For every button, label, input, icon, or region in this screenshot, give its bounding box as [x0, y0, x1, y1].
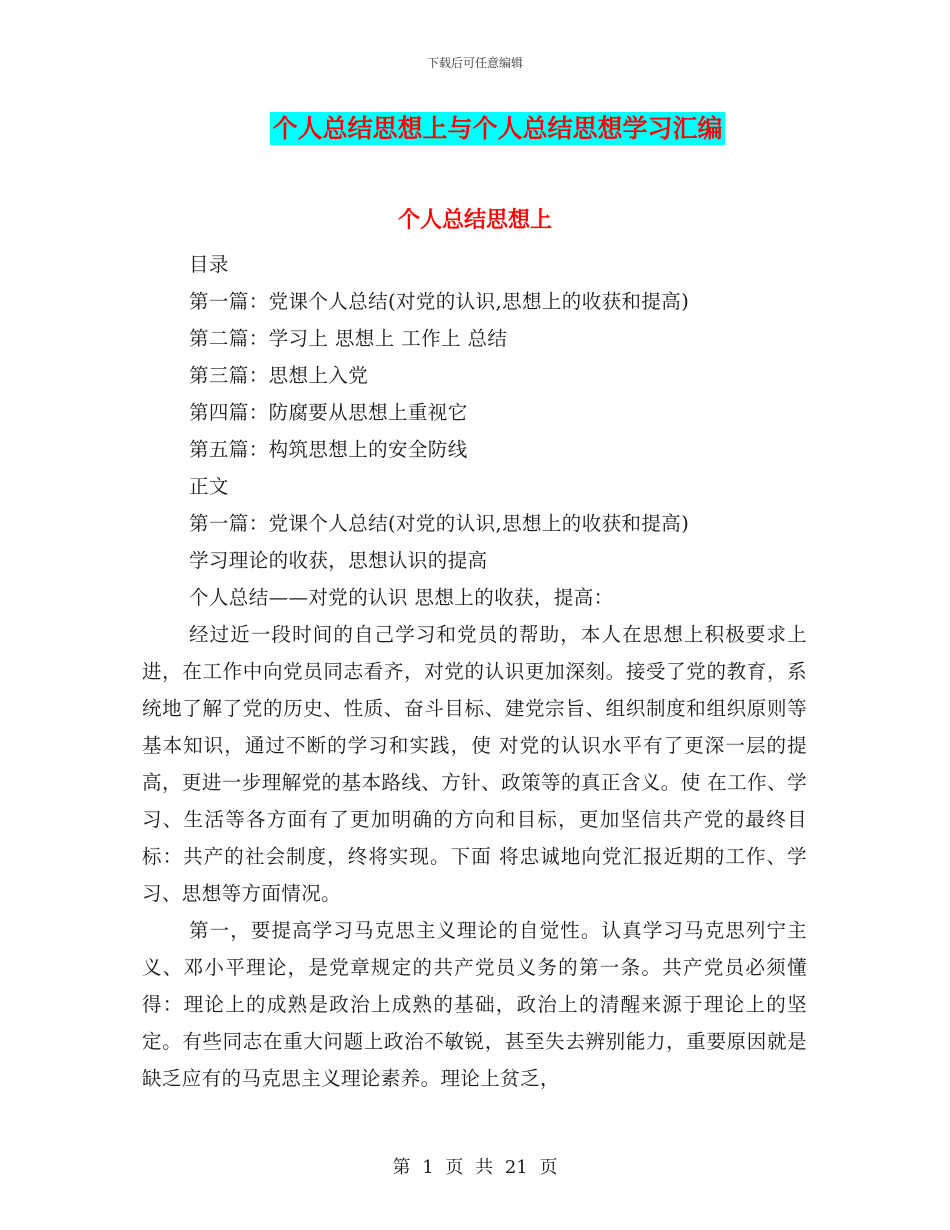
document-title-text: 个人总结思想上与个人总结思想学习汇编 — [272, 114, 723, 143]
toc-item: 第五篇：构筑思想上的安全防线 — [189, 438, 468, 461]
body-paragraph: 经过近一段时间的自己学习和党员的帮助，本人在思想上积极要求上进，在工作中向党员同志看齐，对党的认识更加深刻。接受了党的教育，系统地了解了党的历史、性质、奋斗目标、建党宗旨、组织制度和组织原则等基本知识，通过不断的学习和实践，使 对党的认识水平有了更深一层的提高，更进一步理解党的基本路线、方针、政策等的真正含义。使 在工作、学习、生活等各方面有了更加明确的方向和目标，更加坚信共产党的最终目标：共产的社会制度，终将实现。下面 将忠诚地向党汇报近期的工作、学习、思想等方面情况。 — [142, 623, 807, 905]
body-heading: 正文 — [189, 475, 229, 498]
toc-item: 第三篇：思想上入党 — [189, 364, 369, 387]
toc-item: 第二篇：学习上 思想上 工作上 总结 — [189, 327, 508, 350]
page-footer: 第 1 页 共 21 页 — [392, 1157, 558, 1178]
document-body — [142, 246, 807, 1097]
header-note: 下载后可任意编辑 — [426, 56, 523, 70]
toc-heading: 目录 — [189, 253, 229, 276]
section-title: 个人总结思想上 — [397, 207, 552, 233]
toc-item: 第四篇：防腐要从思想上重视它 — [189, 401, 468, 424]
toc-item: 第一篇：党课个人总结(对党的认识,思想上的收获和提高) — [189, 290, 690, 313]
body-line: 学习理论的收获，思想认识的提高 — [189, 549, 488, 572]
part-title: 第一篇：党课个人总结(对党的认识,思想上的收获和提高) — [189, 512, 690, 535]
body-line: 个人总结——对党的认识 思想上的收获，提高： — [189, 586, 614, 609]
body-paragraph: 第一，要提高学习马克思主义理论的自觉性。认真学习马克思列宁主义、邓小平理论，是党章规定的共产党员义务的第一条。共产党员必须懂得：理论上的成熟是政治上成熟的基础，政治上的清醒来源于理论上的坚定。有些同志在重大问题上政治不敏锐，甚至失去辨别能力，重要原因就是缺乏应有的马克思主义理论素养。理论上贫乏， — [142, 919, 807, 1090]
document-title — [0, 112, 950, 146]
